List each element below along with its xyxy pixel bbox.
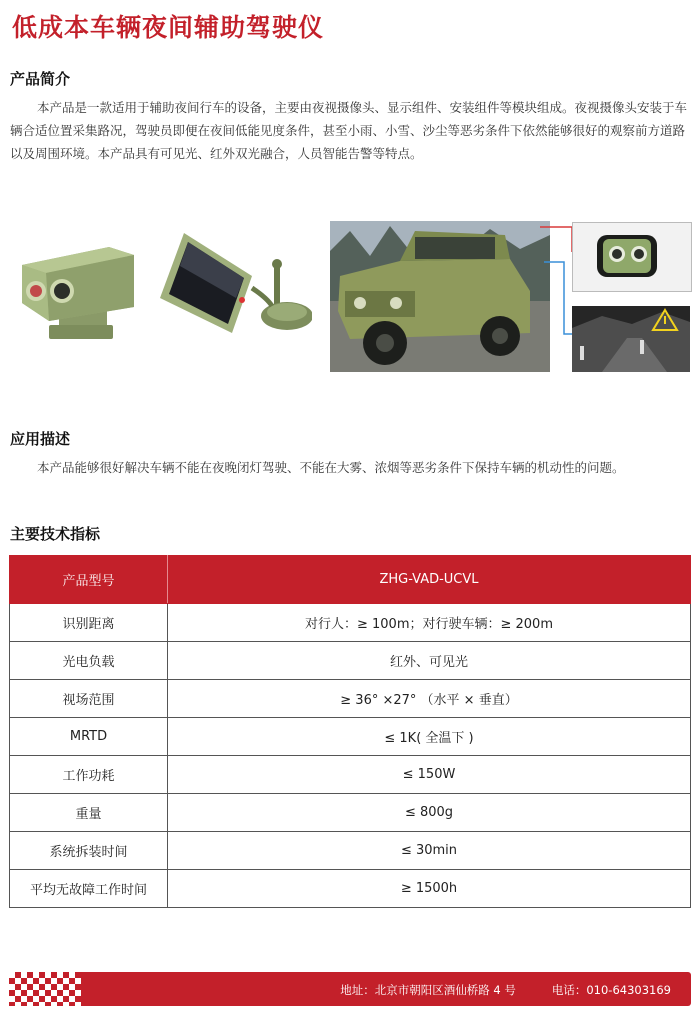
camera-closeup-inset: [572, 222, 692, 292]
spec-label: 识别距离: [10, 604, 168, 642]
specs-heading: 主要技术指标: [10, 525, 101, 543]
spec-value: 红外、可见光: [168, 642, 691, 680]
spec-value: ≤ 800g: [168, 794, 691, 832]
footer-bar: [9, 972, 691, 1006]
table-row: [10, 718, 691, 756]
spec-label: 工作功耗: [10, 756, 168, 794]
spec-label: 重量: [10, 794, 168, 832]
spec-label: 系统拆装时间: [10, 832, 168, 870]
specs-table: [9, 555, 691, 908]
table-row: [10, 832, 691, 870]
spec-value: ≥ 36° ×27° （水平 × 垂直）: [168, 680, 691, 718]
table-row: [10, 756, 691, 794]
spec-value: ≤ 1K( 全温下 ): [168, 718, 691, 756]
night-vision-camera-image: [14, 225, 139, 350]
spec-label: MRTD: [10, 718, 168, 756]
spec-value: ≤ 30min: [168, 832, 691, 870]
spec-value: ≥ 1500h: [168, 870, 691, 908]
spec-label: 视场范围: [10, 680, 168, 718]
footer-phone: 电话：010-64303169: [551, 983, 671, 997]
night-vision-view-inset: [572, 306, 690, 372]
checker-pattern-decoration: [9, 972, 81, 1006]
table-row: [10, 604, 691, 642]
application-text: 本产品能够很好解决车辆不能在夜晚闭灯驾驶、不能在大雾、浓烟等恶劣条件下保持车辆的机动性的问题。: [37, 460, 625, 475]
spec-label: 平均无故障工作时间: [10, 870, 168, 908]
spec-value: 对行人：≥ 100m；对行驶车辆：≥ 200m: [168, 604, 691, 642]
footer-contact: [340, 982, 671, 998]
model-value: ZHG-VAD-UCVL: [168, 556, 691, 604]
vehicle-photo: [330, 221, 550, 372]
display-monitor-image: [152, 228, 312, 340]
table-row: [10, 642, 691, 680]
spec-label: 光电负载: [10, 642, 168, 680]
application-heading: 应用描述: [10, 430, 71, 448]
specs-header-row: [10, 556, 691, 604]
spec-value: ≤ 150W: [168, 756, 691, 794]
model-label: 产品型号: [10, 556, 168, 604]
table-row: [10, 794, 691, 832]
page-title: 低成本车辆夜间辅助驾驶仪: [12, 13, 325, 42]
table-row: [10, 870, 691, 908]
intro-heading: 产品简介: [10, 70, 71, 88]
intro-text: 本产品是一款适用于辅助夜间行车的设备，主要由夜视摄像头、显示组件、安装组件等模块组成。夜视摄像头安装于车辆合适位置采集路况，驾驶员即便在夜间低能见度条件，甚至小雨、小雪、沙尘等恶劣条件下依然能够很好的观察前方道路以及周围环境。本产品具有可见光、红外双光融合，人员智能告警等特点。: [10, 100, 688, 161]
footer-address: 地址：北京市朝阳区酒仙桥路 4 号: [340, 983, 516, 997]
table-row: [10, 680, 691, 718]
